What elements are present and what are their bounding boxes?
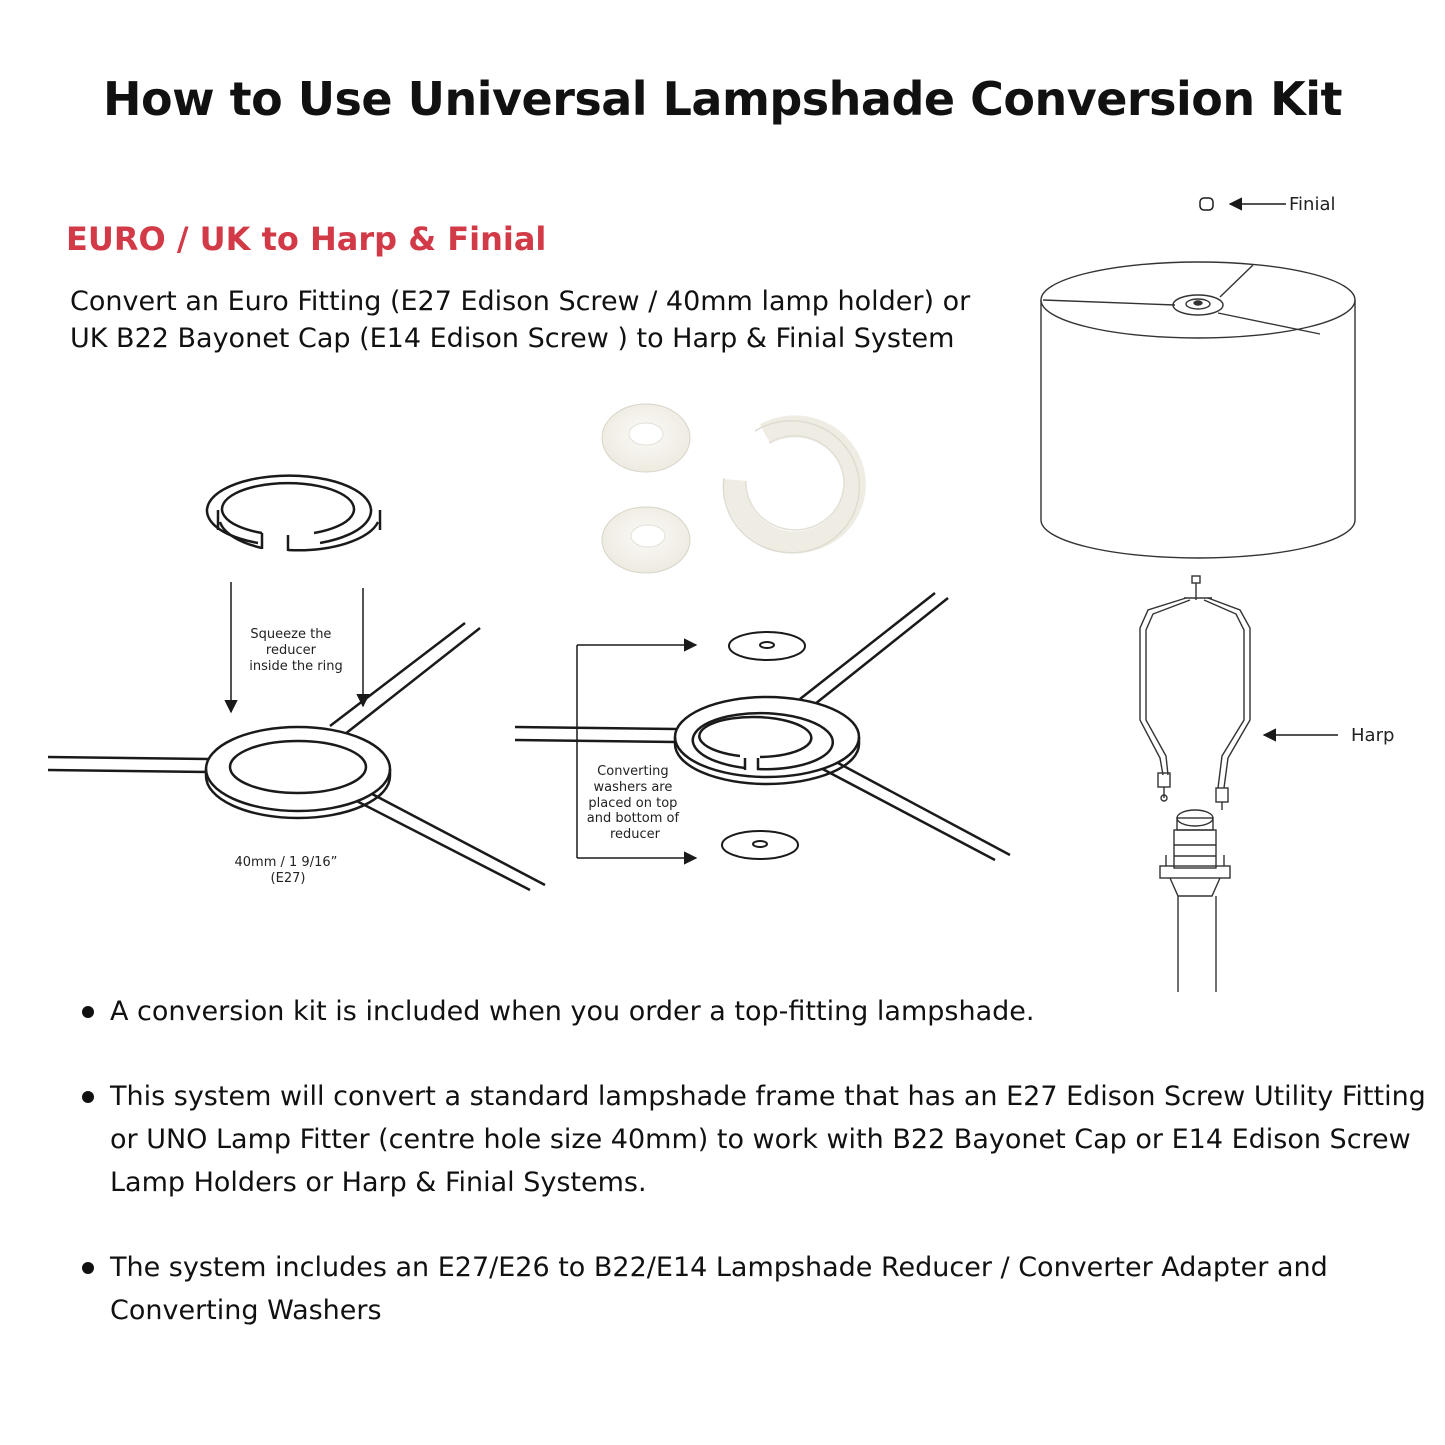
list-item	[78, 990, 1428, 1033]
c-ring-reducer	[723, 421, 859, 553]
page-title: How to Use Universal Lampshade Conversion Kit	[102, 72, 1343, 126]
section-heading: EURO / UK to Harp & Finial	[66, 220, 547, 258]
lamp-holder-and-base	[1160, 810, 1230, 992]
bullet-icon	[82, 1091, 94, 1103]
info-bullet-list	[78, 990, 1428, 1374]
top-washer	[729, 632, 805, 660]
list-item	[78, 1246, 1428, 1332]
finial	[1200, 198, 1213, 210]
bullet-icon	[82, 1262, 94, 1274]
drum-lampshade	[1041, 262, 1355, 558]
converting-washers	[602, 404, 690, 573]
bullet-icon	[82, 1006, 94, 1018]
list-item	[78, 1075, 1428, 1204]
bottom-washer	[722, 831, 798, 859]
split-reducer-ring	[207, 476, 380, 551]
finial-label: Finial	[1289, 194, 1336, 215]
ring-size-label: 40mm / 1 9/16” (E27)	[234, 855, 338, 886]
bullet-text: This system will convert a standard lampshade frame that has an E27 Edison Screw Utility Fitting or UNO Lamp Fitter (centre hole size 40mm) to work with B22 Bayonet Cap or E14 Edison Screw Lamp Holders or Harp & Finial Systems.	[110, 1081, 1426, 1198]
squeeze-note: Squeeze the reducer inside the ring	[249, 627, 343, 674]
intro-line-1: Convert an Euro Fitting (E27 Edison Screw / 40mm lamp holder) or	[70, 286, 971, 317]
harp	[1140, 576, 1250, 810]
intro-line-2: UK B22 Bayonet Cap (E14 Edison Screw ) to Harp & Finial System	[70, 323, 955, 354]
bullet-text: The system includes an E27/E26 to B22/E14 Lampshade Reducer / Converter Adapter and Converting Washers	[110, 1252, 1328, 1326]
harp-label: Harp	[1351, 725, 1395, 746]
bullet-text: A conversion kit is included when you order a top-fitting lampshade.	[110, 996, 1035, 1027]
washer-note: Converting washers are placed on top and bottom of reducer	[586, 764, 680, 842]
